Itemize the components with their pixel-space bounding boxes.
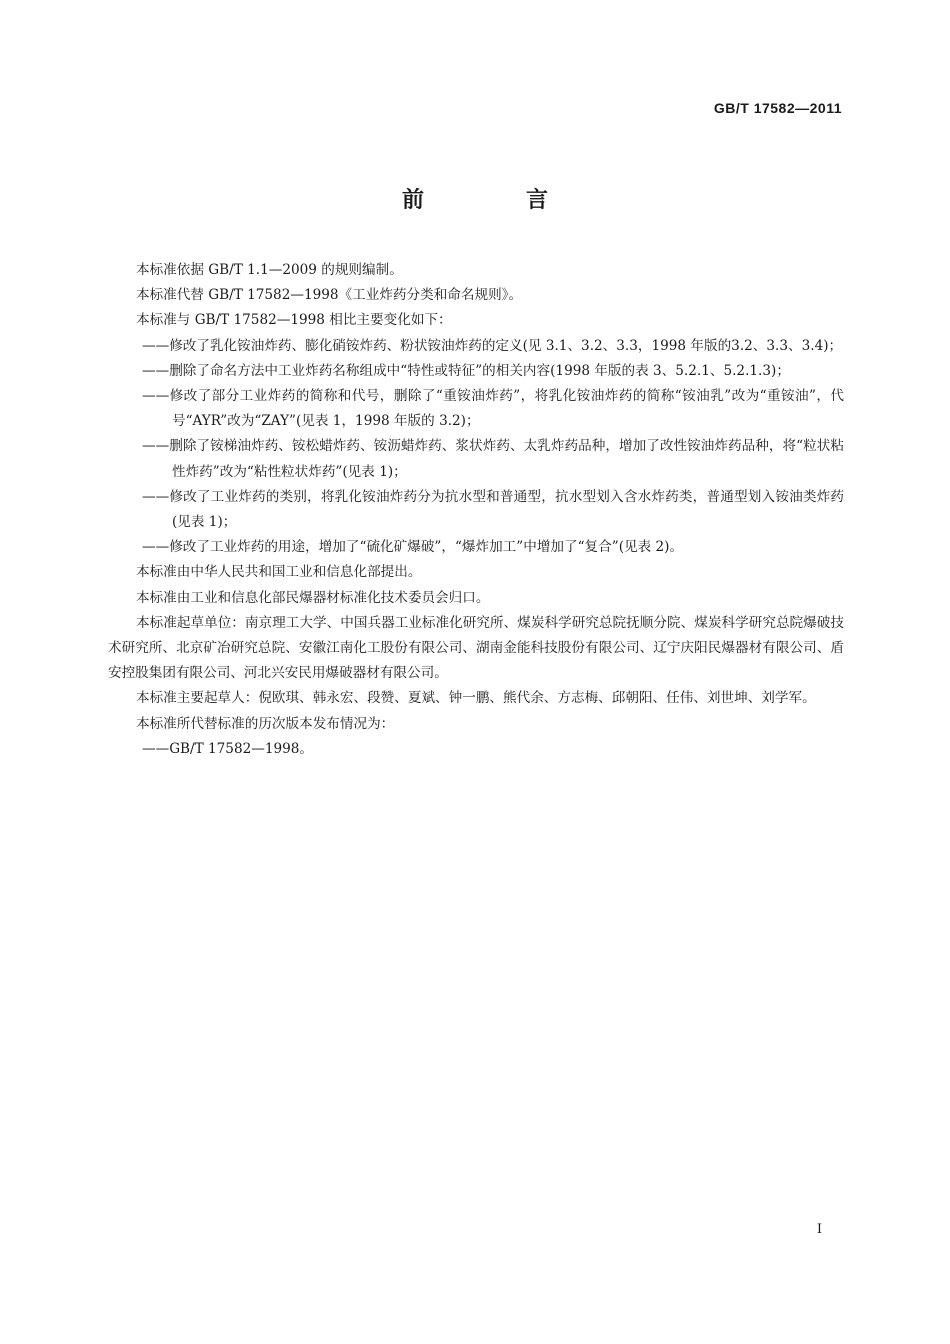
- change-item: ——删除了命名方法中工业炸药名称组成中“特性或特征”的相关内容(1998 年版的表 3、5.2.1、5.2.1.3)；: [142, 362, 790, 379]
- paragraph-proposed-by: 本标准由中华人民共和国工业和信息化部提出。: [136, 564, 422, 581]
- paragraph-drafters: 本标准主要起草人：倪欧琪、韩永宏、段赞、夏斌、钟一鹏、熊代余、方志梅、邱朝阳、任伟、刘世坤、刘学军。: [136, 690, 816, 707]
- change-item: ——修改了部分工业炸药的简称和代号，删除了“重铵油炸药”，将乳化铵油炸药的简称“铵油乳”改为“重铵油”，代号“AYR”改为“ZAY”(见表 1，1998 年版的 3.2)；: [142, 388, 844, 430]
- paragraph-under-jurisdiction: 本标准由工业和信息化部民爆器材标准化技术委员会归口。: [136, 589, 490, 606]
- paragraph-changes-intro: 本标准与 GB/T 17582—1998 相比主要变化如下：: [136, 312, 452, 329]
- change-item: ——删除了铵梯油炸药、铵松蜡炸药、铵沥蜡炸药、浆状炸药、太乳炸药品种，增加了改性铵油炸药品种，将“粒状粘性炸药”改为“粘性粒状炸药”(见表 1)；: [142, 438, 844, 480]
- paragraph-basis: 本标准依据 GB/T 1.1—2009 的规则编制。: [136, 262, 403, 278]
- change-item: ——修改了乳化铵油炸药、膨化硝铵炸药、粉状铵油炸药的定义(见 3.1、3.2、3.3，1998 年版的3.2、3.3、3.4)；: [142, 337, 843, 354]
- paragraph-replaces: 本标准代替 GB/T 17582—1998《工业炸药分类和命名规则》。: [136, 287, 523, 304]
- change-item: ——修改了工业炸药的用途，增加了“硫化矿爆破”，“爆炸加工”中增加了“复合”(见表 2)。: [142, 539, 684, 556]
- previous-edition-item: ——GB/T 17582—1998。: [142, 740, 314, 757]
- foreword-body: [108, 258, 844, 762]
- standard-code: GB/T 17582—2011: [713, 100, 842, 116]
- page-number: I: [816, 1222, 822, 1237]
- page-title: 前 言: [401, 188, 588, 213]
- change-item: ——修改了工业炸药的类别，将乳化铵油炸药分为抗水型和普通型，抗水型划入含水炸药类，普通型划入铵油类炸药(见表 1)；: [142, 488, 844, 531]
- paragraph-drafting-units: 本标准起草单位：南京理工大学、中国兵器工业标准化研究所、煤炭科学研究总院抚顺分院、煤炭科学研究总院爆破技术研究所、北京矿冶研究总院、安徽江南化工股份有限公司、湖南金能科技股份有限公司、辽宁庆阳民爆器材有限公司、盾安控股集团有限公司、河北兴安民用爆破器材有限公司。: [108, 614, 844, 682]
- paragraph-previous-editions: 本标准所代替标准的历次版本发布情况为：: [136, 715, 395, 732]
